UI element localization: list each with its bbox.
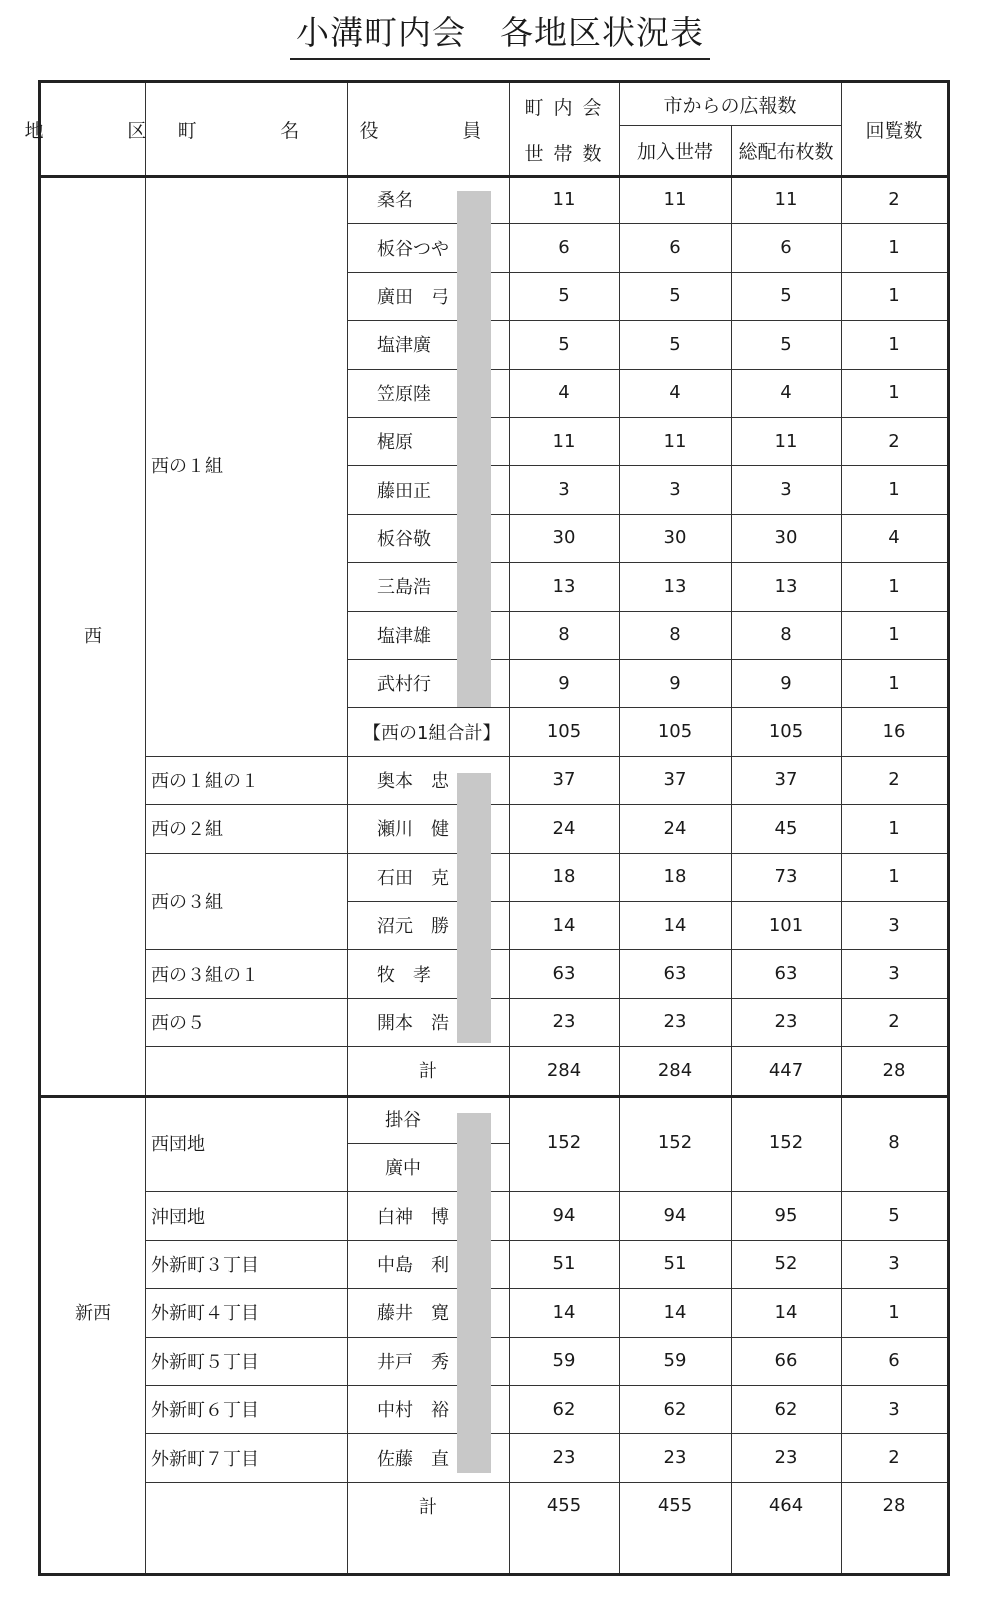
- distributed-value: 11: [774, 188, 798, 210]
- circulation-value: 3: [888, 914, 900, 936]
- joined-value: 59: [663, 1350, 687, 1372]
- circulation-value: 5: [888, 1205, 900, 1227]
- total-circulation: 28: [882, 1059, 906, 1081]
- status-table: [24, 80, 950, 1576]
- distributed-value: 9: [780, 672, 792, 694]
- document-title: 小溝町内会 各地区状況表: [0, 8, 1000, 58]
- circulation-value: 2: [888, 188, 900, 210]
- households-value: 14: [552, 914, 576, 936]
- officer-name: 藤井 寛: [377, 1303, 449, 1325]
- circulation-value: 1: [888, 817, 900, 839]
- distributed-value: 23: [774, 1011, 798, 1033]
- distributed-value: 30: [774, 527, 798, 549]
- joined-value: 62: [663, 1398, 687, 1420]
- town-name: 外新町７丁目: [151, 1448, 259, 1470]
- joined-value: 11: [663, 188, 687, 210]
- households-value: 63: [552, 963, 576, 985]
- distributed-value: 95: [774, 1205, 798, 1227]
- households-value: 24: [552, 817, 576, 839]
- households-value: 3: [558, 479, 570, 501]
- households-value: 14: [552, 1301, 576, 1323]
- town-name: 外新町６丁目: [151, 1400, 259, 1422]
- circulation-value: 1: [888, 672, 900, 694]
- circulation-value: 3: [888, 963, 900, 985]
- total-distributed: 447: [768, 1059, 804, 1081]
- joined-value: 37: [663, 769, 687, 791]
- officer-name: 廣田 弓: [377, 286, 449, 308]
- joined-value: 152: [657, 1132, 693, 1154]
- redaction-bar: [457, 1113, 491, 1473]
- subtotal-label: 【西の1組合計】: [363, 722, 501, 744]
- joined-value: 6: [669, 237, 681, 259]
- households-value: 11: [552, 188, 576, 210]
- header-city-pr: 市からの広報数: [663, 94, 797, 117]
- total-circulation: 28: [882, 1495, 906, 1517]
- officer-name: 塩津雄: [377, 625, 431, 647]
- households-value: 37: [552, 769, 576, 791]
- circulation-value: 3: [888, 1253, 900, 1275]
- total-distributed: 464: [768, 1495, 804, 1517]
- header-circulation: 回覧数: [865, 119, 923, 142]
- header-joined: 加入世帯: [636, 140, 713, 163]
- households-value: 30: [552, 527, 576, 549]
- total-joined: 455: [657, 1495, 693, 1517]
- district-name: 西: [84, 625, 102, 647]
- town-name: 西の１組: [151, 456, 223, 478]
- joined-value: 11: [663, 430, 687, 452]
- distributed-value: 14: [774, 1301, 798, 1323]
- distributed-value: 62: [774, 1398, 798, 1420]
- distributed-value: 13: [774, 575, 798, 597]
- distributed-value: 6: [780, 237, 792, 259]
- total-households: 284: [546, 1059, 582, 1081]
- joined-value: 3: [669, 479, 681, 501]
- joined-value: 63: [663, 963, 687, 985]
- joined-value: 18: [663, 866, 687, 888]
- joined-value: 14: [663, 914, 687, 936]
- distributed-value: 3: [780, 479, 792, 501]
- circulation-value: 2: [888, 430, 900, 452]
- officer-name: 笠原陸: [377, 383, 431, 405]
- households-value: 152: [546, 1132, 582, 1154]
- officer-name: 開本 浩: [377, 1012, 449, 1034]
- circulation-value: 2: [888, 1011, 900, 1033]
- header-town: 町 名: [177, 119, 315, 142]
- town-name: 外新町３丁目: [151, 1254, 259, 1276]
- circulation-value: 1: [888, 237, 900, 259]
- circulation-value: 1: [888, 479, 900, 501]
- joined-value: 13: [663, 575, 687, 597]
- distributed-value: 8: [780, 624, 792, 646]
- households-value: 13: [552, 575, 576, 597]
- joined-value: 30: [663, 527, 687, 549]
- officer-name: 掛谷: [385, 1109, 421, 1131]
- distributed-value: 73: [774, 866, 798, 888]
- distributed-value: 152: [768, 1132, 804, 1154]
- households-value: 8: [558, 624, 570, 646]
- distributed-value: 45: [774, 817, 798, 839]
- joined-value: 24: [663, 817, 687, 839]
- joined-value: 14: [663, 1301, 687, 1323]
- officer-name: 廣中: [385, 1158, 421, 1180]
- officer-name: 沼元 勝: [377, 916, 449, 938]
- officer-name: 白神 博: [377, 1206, 449, 1228]
- households-value: 9: [558, 672, 570, 694]
- officer-name: 中村 裕: [377, 1400, 449, 1422]
- officer-name: 井戸 秀: [377, 1351, 449, 1373]
- officer-name: 中島 利: [377, 1254, 449, 1276]
- circulation-value: 6: [888, 1350, 900, 1372]
- officer-name: 三島浩: [377, 577, 431, 599]
- header-district: 地 区: [24, 119, 162, 142]
- joined-value: 5: [669, 333, 681, 355]
- town-name: 外新町５丁目: [151, 1351, 259, 1373]
- town-name: 外新町４丁目: [151, 1303, 259, 1325]
- joined-value: 8: [669, 624, 681, 646]
- redaction-bar: [457, 191, 491, 707]
- households-value: 51: [552, 1253, 576, 1275]
- joined-value: 51: [663, 1253, 687, 1275]
- circulation-value: 4: [888, 527, 900, 549]
- households-value: 6: [558, 237, 570, 259]
- households-value: 59: [552, 1350, 576, 1372]
- households-value: 94: [552, 1205, 576, 1227]
- total-joined: 284: [657, 1059, 693, 1081]
- distributed-value: 63: [774, 963, 798, 985]
- joined-value: 23: [663, 1011, 687, 1033]
- distributed-value: 37: [774, 769, 798, 791]
- header-officer: 役 員: [359, 119, 497, 142]
- circulation-value: 2: [888, 769, 900, 791]
- town-name: 西の３組の１: [151, 964, 259, 986]
- officer-name: 梶原: [377, 432, 413, 454]
- town-name: 沖団地: [151, 1206, 205, 1228]
- distributed-value: 52: [774, 1253, 798, 1275]
- officer-name: 板谷つや: [377, 238, 449, 260]
- circulation-value: 2: [888, 1447, 900, 1469]
- redaction-bar: [457, 773, 491, 1043]
- circulation-value: 3: [888, 1398, 900, 1420]
- officer-name: 塩津廣: [377, 335, 431, 357]
- officer-name: 瀬川 健: [377, 819, 449, 841]
- distributed-value: 101: [768, 914, 804, 936]
- distributed-value: 23: [774, 1447, 798, 1469]
- circulation-value: 1: [888, 575, 900, 597]
- circulation-value: 1: [888, 1301, 900, 1323]
- circulation-value: 16: [882, 721, 906, 743]
- officer-name: 藤田正: [377, 480, 431, 502]
- officer-name: 桑名: [377, 190, 413, 212]
- households-value: 5: [558, 285, 570, 307]
- joined-value: 5: [669, 285, 681, 307]
- households-value: 105: [546, 721, 582, 743]
- households-value: 18: [552, 866, 576, 888]
- joined-value: 105: [657, 721, 693, 743]
- households-value: 62: [552, 1398, 576, 1420]
- header-distributed: 総配布枚数: [738, 140, 834, 163]
- distributed-value: 11: [774, 430, 798, 452]
- households-value: 11: [552, 430, 576, 452]
- circulation-value: 1: [888, 866, 900, 888]
- joined-value: 23: [663, 1447, 687, 1469]
- households-value: 4: [558, 382, 570, 404]
- circulation-value: 8: [888, 1132, 900, 1154]
- town-name: 西の３組: [151, 891, 223, 913]
- town-name: 西団地: [151, 1133, 205, 1155]
- circulation-value: 1: [888, 285, 900, 307]
- officer-name: 石田 克: [377, 867, 449, 889]
- households-value: 5: [558, 333, 570, 355]
- distributed-value: 105: [768, 721, 804, 743]
- header-households-top: 町 内 会: [524, 96, 604, 119]
- households-value: 23: [552, 1447, 576, 1469]
- officer-name: 牧 孝: [377, 964, 431, 986]
- joined-value: 9: [669, 672, 681, 694]
- total-label: 計: [419, 1061, 437, 1083]
- town-name: 西の１組の１: [151, 770, 259, 792]
- officer-name: 佐藤 直: [377, 1448, 449, 1470]
- town-name: 西の５: [151, 1012, 205, 1034]
- header-households-bottom: 世 帯 数: [524, 142, 604, 165]
- officer-name: 武村行: [377, 674, 431, 696]
- officer-name: 板谷敬: [377, 528, 431, 550]
- distributed-value: 5: [780, 285, 792, 307]
- district-name: 新西: [75, 1303, 111, 1325]
- circulation-value: 1: [888, 624, 900, 646]
- distributed-value: 5: [780, 333, 792, 355]
- distributed-value: 66: [774, 1350, 798, 1372]
- total-label: 計: [419, 1496, 437, 1518]
- town-name: 西の２組: [151, 819, 223, 841]
- officer-name: 奥本 忠: [377, 770, 449, 792]
- total-households: 455: [546, 1495, 582, 1517]
- joined-value: 94: [663, 1205, 687, 1227]
- circulation-value: 1: [888, 382, 900, 404]
- households-value: 23: [552, 1011, 576, 1033]
- distributed-value: 4: [780, 382, 792, 404]
- joined-value: 4: [669, 382, 681, 404]
- circulation-value: 1: [888, 333, 900, 355]
